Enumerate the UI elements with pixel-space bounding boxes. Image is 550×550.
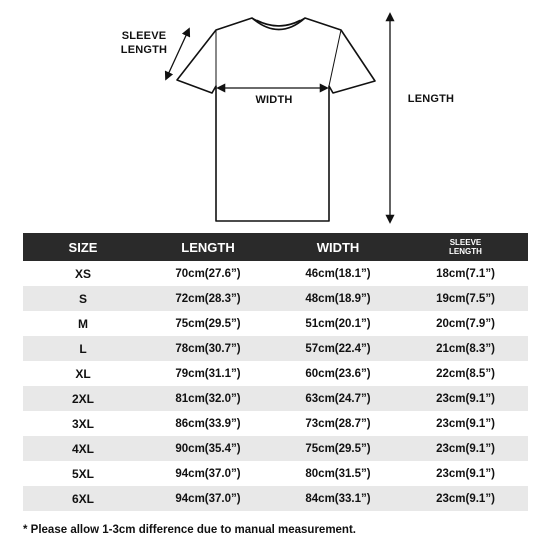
width-cell: 51cm(20.1”): [273, 311, 403, 336]
sleeve-cell: 19cm(7.5”): [403, 286, 528, 311]
size-cell: L: [23, 336, 143, 361]
length-cell: 90cm(35.4”): [143, 436, 273, 461]
length-label: LENGTH: [407, 93, 455, 105]
sleeve-label-line2: LENGTH: [120, 44, 168, 56]
header-sleeve-length: [403, 233, 528, 261]
sleeve-label-line1: SLEEVE: [121, 30, 167, 42]
size-cell: M: [23, 311, 143, 336]
table-row: [23, 311, 528, 336]
length-cell: 70cm(27.6”): [143, 261, 273, 286]
sleeve-cell: 20cm(7.9”): [403, 311, 528, 336]
size-cell: 4XL: [23, 436, 143, 461]
size-cell: 3XL: [23, 411, 143, 436]
width-cell: 75cm(29.5”): [273, 436, 403, 461]
table-row: [23, 361, 528, 386]
header-size: SIZE: [23, 233, 143, 261]
size-cell: 6XL: [23, 486, 143, 511]
width-cell: 80cm(31.5”): [273, 461, 403, 486]
table-row: [23, 386, 528, 411]
sleeve-cell: 23cm(9.1”): [403, 486, 528, 511]
length-cell: 94cm(37.0”): [143, 461, 273, 486]
size-cell: 2XL: [23, 386, 143, 411]
size-chart-table: [23, 233, 528, 511]
sleeve-cell: 23cm(9.1”): [403, 386, 528, 411]
sleeve-cell: 18cm(7.1”): [403, 261, 528, 286]
table-row: [23, 461, 528, 486]
header-sleeve-line2: LENGTH: [449, 247, 482, 256]
table-row: [23, 286, 528, 311]
sleeve-cell: 23cm(9.1”): [403, 411, 528, 436]
width-cell: 46cm(18.1”): [273, 261, 403, 286]
table-row: [23, 261, 528, 286]
width-cell: 73cm(28.7”): [273, 411, 403, 436]
length-cell: 86cm(33.9”): [143, 411, 273, 436]
width-cell: 84cm(33.1”): [273, 486, 403, 511]
length-cell: 72cm(28.3”): [143, 286, 273, 311]
table-row: [23, 486, 528, 511]
length-cell: 81cm(32.0”): [143, 386, 273, 411]
table-body: [23, 261, 528, 511]
width-cell: 48cm(18.9”): [273, 286, 403, 311]
size-cell: 5XL: [23, 461, 143, 486]
header-width: WIDTH: [273, 233, 403, 261]
length-cell: 75cm(29.5”): [143, 311, 273, 336]
size-cell: XS: [23, 261, 143, 286]
measurement-note: * Please allow 1-3cm difference due to manual measurement.: [23, 524, 356, 536]
sleeve-cell: 23cm(9.1”): [403, 436, 528, 461]
width-cell: 57cm(22.4”): [273, 336, 403, 361]
table-header-row: [23, 233, 528, 261]
tshirt-diagram: [0, 0, 550, 230]
header-sleeve-line1: SLEEVE: [449, 238, 482, 247]
length-cell: 78cm(30.7”): [143, 336, 273, 361]
size-cell: S: [23, 286, 143, 311]
header-length: LENGTH: [143, 233, 273, 261]
sleeve-cell: 21cm(8.3”): [403, 336, 528, 361]
table-row: [23, 436, 528, 461]
tshirt-outline: [177, 18, 375, 221]
size-diagram: [0, 0, 550, 230]
table-row: [23, 336, 528, 361]
sleeve-length-label: [104, 29, 184, 57]
sleeve-cell: 22cm(8.5”): [403, 361, 528, 386]
width-cell: 63cm(24.7”): [273, 386, 403, 411]
length-cell: 94cm(37.0”): [143, 486, 273, 511]
sleeve-cell: 23cm(9.1”): [403, 461, 528, 486]
table-row: [23, 411, 528, 436]
width-label: WIDTH: [255, 94, 293, 106]
size-cell: XL: [23, 361, 143, 386]
width-cell: 60cm(23.6”): [273, 361, 403, 386]
length-cell: 79cm(31.1”): [143, 361, 273, 386]
